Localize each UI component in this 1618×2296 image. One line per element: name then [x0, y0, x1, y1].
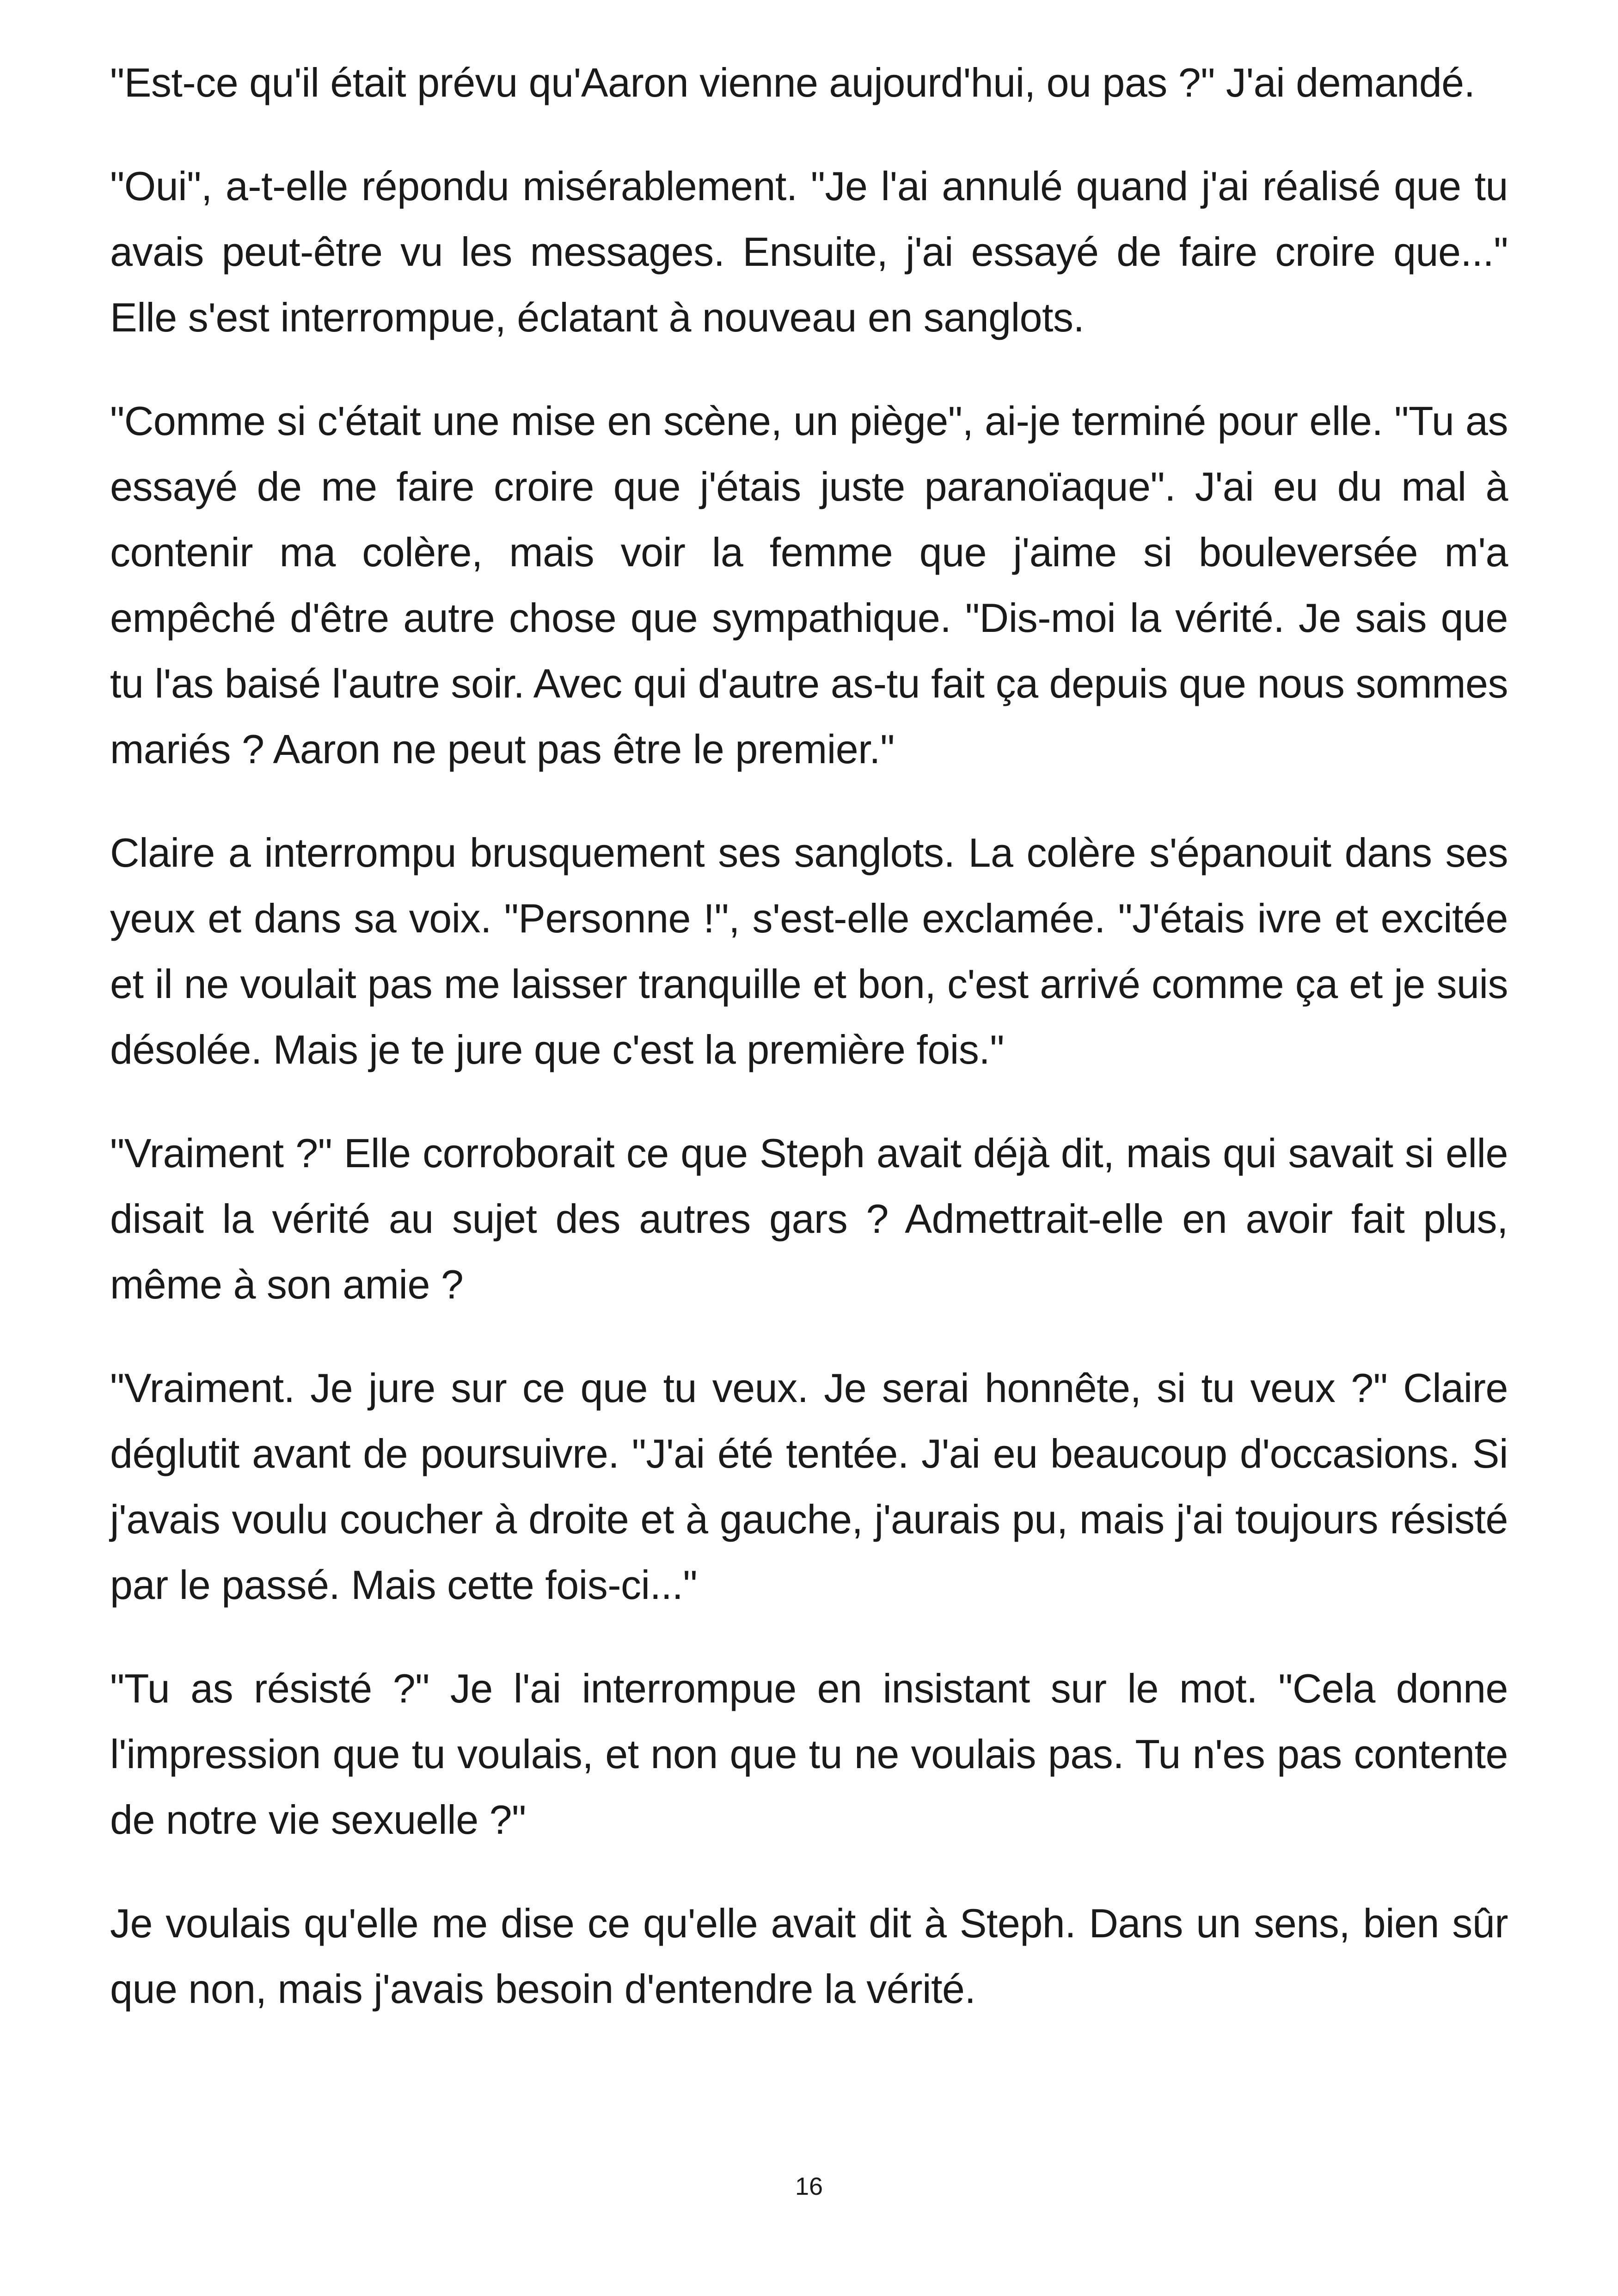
page-body	[110, 50, 1508, 2060]
paragraph: Claire a interrompu brusquement ses sanglots. La colère s'épanouit dans ses yeux et dans sa voix. "Personne !", s'est-elle exclamée. "J'étais ivre et excitée et il ne voulait pas me laisser tranquille et bon, c'est arrivé comme ça et je suis désolée. Mais je te jure que c'est la première fois."	[110, 830, 1508, 1072]
paragraph: "Tu as résisté ?" Je l'ai interrompue en insistant sur le mot. "Cela donne l'impression que tu voulais, et non que tu ne voulais pas. Tu n'es pas contente de notre vie sexuelle ?"	[110, 1665, 1508, 1843]
page-number: 16	[795, 2173, 823, 2200]
paragraph: "Vraiment ?" Elle corroborait ce que Steph avait déjà dit, mais qui savait si elle disait la vérité au sujet des autres gars ? Admettrait-elle en avoir fait plus, même à son amie ?	[110, 1130, 1508, 1307]
paragraph: "Est-ce qu'il était prévu qu'Aaron vienne aujourd'hui, ou pas ?" J'ai demandé.	[110, 60, 1475, 105]
paragraph: Je voulais qu'elle me dise ce qu'elle avait dit à Steph. Dans un sens, bien sûr que non, mais j'avais besoin d'entendre la vérité.	[110, 1900, 1508, 2012]
paragraph: "Oui", a-t-elle répondu misérablement. "Je l'ai annulé quand j'ai réalisé que tu avais peut-être vu les messages. Ensuite, j'ai essayé de faire croire que..." Elle s'est interrompue, éclatant à nouveau en sanglots.	[110, 163, 1508, 340]
paragraph: "Vraiment. Je jure sur ce que tu veux. Je serai honnête, si tu veux ?" Claire déglutit avant de poursuivre. "J'ai été tentée. J'ai eu beaucoup d'occasions. Si j'avais voulu coucher à droite et à gauche, j'aurais pu, mais j'ai toujours résisté par le passé. Mais cette fois-ci..."	[110, 1365, 1508, 1608]
paragraph: "Comme si c'était une mise en scène, un piège", ai-je terminé pour elle. "Tu as essayé de me faire croire que j'étais juste paranoïaque". J'ai eu du mal à contenir ma colère, mais voir la femme que j'aime si bouleversée m'a empêché d'être autre chose que sympathique. "Dis-moi la vérité. Je sais que tu l'as baisé l'autre soir. Avec qui d'autre as-tu fait ça depuis que nous sommes mariés ? Aaron ne peut pas être le premier."	[110, 398, 1508, 772]
